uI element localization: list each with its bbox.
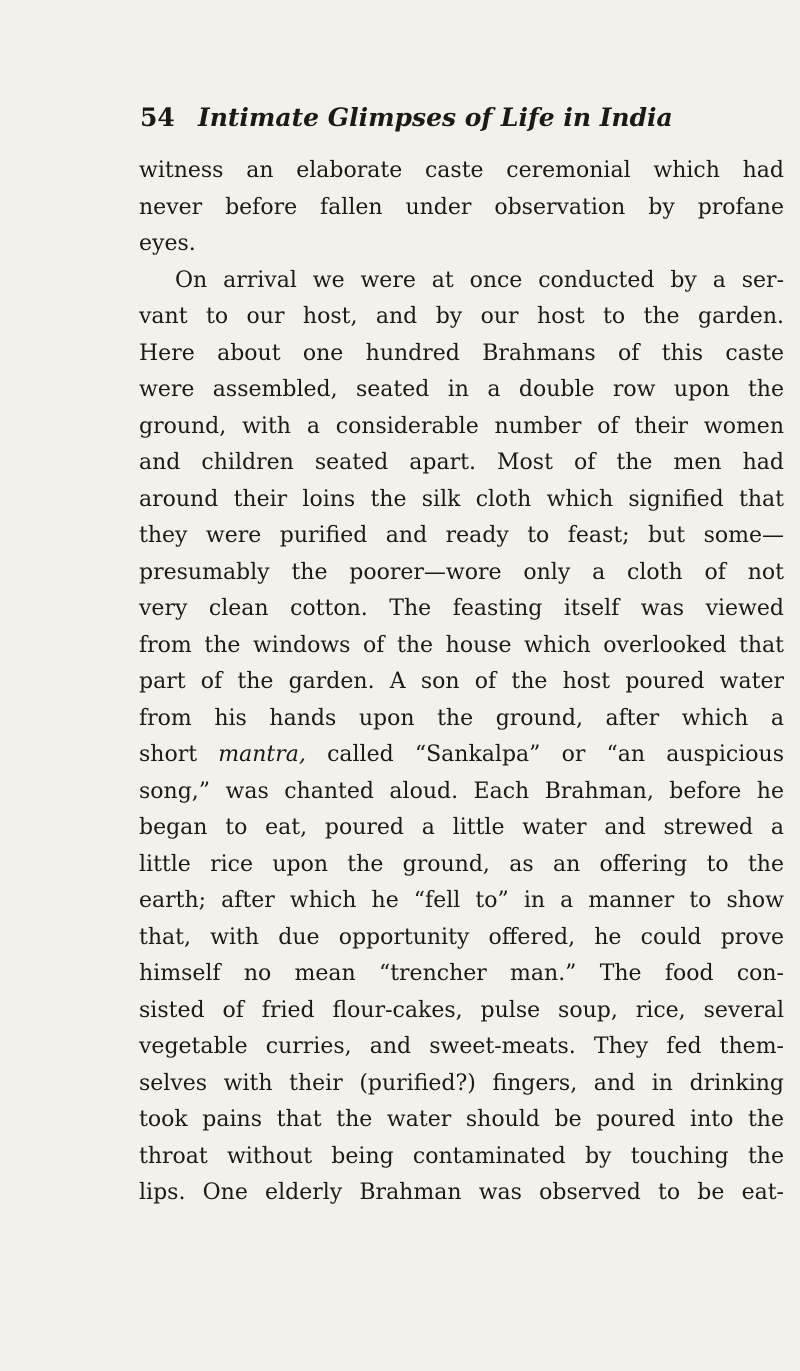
text-line: eyes. (139, 231, 196, 256)
text-line: vant to our host, and by our host to the garden. (139, 304, 784, 329)
italic-term-mantra: mantra, (218, 742, 306, 767)
text-line: from his hands upon the ground, after which a (139, 705, 784, 731)
text-line: himself no mean “trencher man.” The food con- (139, 961, 784, 986)
text-segment: short (139, 742, 198, 767)
text-line: began to eat, poured a little water and strewed a (139, 815, 784, 840)
text-segment: called “Sankalpa” or “an auspicious (327, 742, 784, 767)
text-line: sisted of fried flour-cakes, pulse soup, rice, several (139, 997, 784, 1023)
text-line: very clean cotton. The feasting itself was viewed (139, 596, 784, 621)
text-line: never before fallen under observation by profane (139, 194, 784, 220)
text-line: earth; after which he “fell to” in a manner to show (139, 888, 784, 913)
page-number: 54 (140, 103, 175, 132)
body-text (139, 153, 784, 1212)
text-line: part of the garden. A son of the host poured water (139, 669, 784, 694)
text-line: they were purified and ready to feast; but some— (139, 523, 784, 548)
text-line: little rice upon the ground, as an offering to the (139, 851, 784, 877)
page-header (140, 100, 760, 136)
text-line (139, 737, 784, 774)
text-line: ground, with a considerable number of their women (139, 413, 784, 439)
text-line: and children seated apart. Most of the men had (139, 450, 784, 475)
text-line: On arrival we were at once conducted by a ser- (175, 267, 784, 293)
text-line: took pains that the water should be poured into the (139, 1107, 784, 1132)
text-line: witness an elaborate caste ceremonial which had (139, 158, 784, 183)
text-line: from the windows of the house which overlooked that (139, 632, 784, 658)
text-line: selves with their (purified?) fingers, and in drinking (139, 1070, 784, 1096)
text-line: throat without being contaminated by touching the (139, 1143, 784, 1169)
text-line: around their loins the silk cloth which signified that (139, 486, 784, 512)
text-line: lips. One elderly Brahman was observed to be eat- (139, 1180, 784, 1205)
text-line: Here about one hundred Brahmans of this caste (139, 340, 784, 366)
text-line: were assembled, seated in a double row upon the (139, 377, 784, 402)
running-title: Intimate Glimpses of Life in India (198, 103, 673, 132)
text-line: vegetable curries, and sweet-meats. They fed them- (139, 1034, 784, 1059)
text-line: presumably the poorer—wore only a cloth of not (139, 559, 784, 585)
text-line: song,” was chanted aloud. Each Brahman, before he (139, 778, 784, 804)
text-line: that, with due opportunity offered, he could prove (139, 924, 784, 950)
